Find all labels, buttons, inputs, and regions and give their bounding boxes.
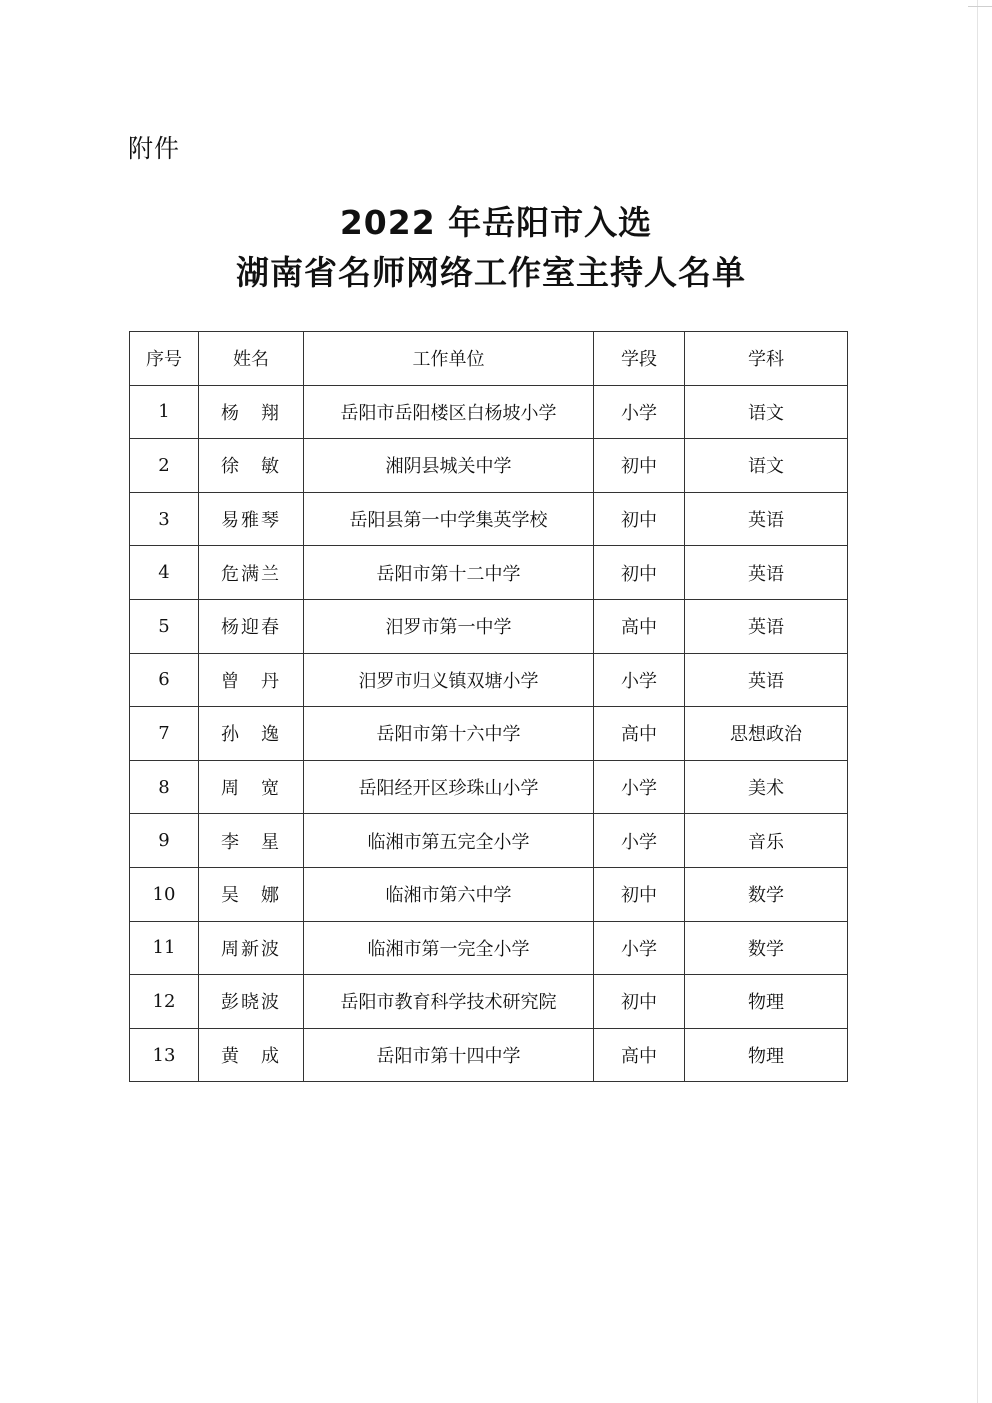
cell-school-stage: 高中 bbox=[594, 1028, 685, 1082]
cell-serial: 13 bbox=[130, 1028, 199, 1082]
cell-work-unit: 临湘市第六中学 bbox=[304, 867, 594, 921]
cell-subject: 语文 bbox=[685, 385, 848, 439]
cell-name: 危满兰 bbox=[199, 546, 304, 600]
cell-name: 杨 翔 bbox=[199, 385, 304, 439]
cell-name: 曾 丹 bbox=[199, 653, 304, 707]
cell-subject: 物理 bbox=[685, 1028, 848, 1082]
table-row bbox=[130, 599, 848, 653]
cell-work-unit: 岳阳市第十四中学 bbox=[304, 1028, 594, 1082]
header-work-unit: 工作单位 bbox=[304, 332, 594, 386]
table-row bbox=[130, 867, 848, 921]
cell-serial: 8 bbox=[130, 760, 199, 814]
cell-serial: 2 bbox=[130, 439, 199, 493]
cell-subject: 英语 bbox=[685, 492, 848, 546]
cell-name: 杨迎春 bbox=[199, 599, 304, 653]
cell-serial: 10 bbox=[130, 867, 199, 921]
cell-work-unit: 汨罗市归义镇双塘小学 bbox=[304, 653, 594, 707]
table-row bbox=[130, 814, 848, 868]
host-roster-table bbox=[129, 331, 848, 1082]
cell-work-unit: 岳阳市第十二中学 bbox=[304, 546, 594, 600]
cell-name: 徐 敏 bbox=[199, 439, 304, 493]
cell-serial: 7 bbox=[130, 707, 199, 761]
cell-subject: 英语 bbox=[685, 546, 848, 600]
cell-school-stage: 小学 bbox=[594, 921, 685, 975]
cell-name: 吴 娜 bbox=[199, 867, 304, 921]
header-school-stage: 学段 bbox=[594, 332, 685, 386]
cell-work-unit: 临湘市第五完全小学 bbox=[304, 814, 594, 868]
cell-subject: 物理 bbox=[685, 975, 848, 1029]
cell-school-stage: 小学 bbox=[594, 653, 685, 707]
cell-name: 周新波 bbox=[199, 921, 304, 975]
cell-school-stage: 小学 bbox=[594, 385, 685, 439]
cell-work-unit: 岳阳经开区珍珠山小学 bbox=[304, 760, 594, 814]
cell-school-stage: 初中 bbox=[594, 546, 685, 600]
cell-work-unit: 岳阳市岳阳楼区白杨坡小学 bbox=[304, 385, 594, 439]
cell-name: 周 宽 bbox=[199, 760, 304, 814]
cell-serial: 11 bbox=[130, 921, 199, 975]
table-row bbox=[130, 439, 848, 493]
document-title bbox=[0, 198, 992, 298]
scan-edge-mark bbox=[968, 6, 992, 7]
header-subject: 学科 bbox=[685, 332, 848, 386]
table-row bbox=[130, 1028, 848, 1082]
cell-work-unit: 临湘市第一完全小学 bbox=[304, 921, 594, 975]
cell-work-unit: 湘阴县城关中学 bbox=[304, 439, 594, 493]
cell-subject: 语文 bbox=[685, 439, 848, 493]
cell-serial: 3 bbox=[130, 492, 199, 546]
title-line-2: 湖南省名师网络工作室主持人名单 bbox=[236, 253, 746, 292]
cell-school-stage: 初中 bbox=[594, 867, 685, 921]
header-name: 姓名 bbox=[199, 332, 304, 386]
table-row bbox=[130, 707, 848, 761]
table-row bbox=[130, 975, 848, 1029]
table-row bbox=[130, 492, 848, 546]
cell-work-unit: 岳阳市教育科学技术研究院 bbox=[304, 975, 594, 1029]
cell-name: 彭晓波 bbox=[199, 975, 304, 1029]
cell-subject: 美术 bbox=[685, 760, 848, 814]
cell-school-stage: 初中 bbox=[594, 439, 685, 493]
cell-subject: 英语 bbox=[685, 653, 848, 707]
title-line-1: 2022 年岳阳市入选 bbox=[339, 203, 653, 242]
cell-serial: 9 bbox=[130, 814, 199, 868]
cell-name: 黄 成 bbox=[199, 1028, 304, 1082]
table-row bbox=[130, 385, 848, 439]
table-row bbox=[130, 546, 848, 600]
cell-serial: 4 bbox=[130, 546, 199, 600]
header-serial: 序号 bbox=[130, 332, 199, 386]
cell-name: 李 星 bbox=[199, 814, 304, 868]
attachment-label: 附件 bbox=[128, 134, 181, 163]
cell-school-stage: 高中 bbox=[594, 707, 685, 761]
cell-school-stage: 初中 bbox=[594, 975, 685, 1029]
cell-work-unit: 岳阳县第一中学集英学校 bbox=[304, 492, 594, 546]
table-header-row bbox=[130, 332, 848, 386]
cell-school-stage: 小学 bbox=[594, 814, 685, 868]
cell-school-stage: 初中 bbox=[594, 492, 685, 546]
table-row bbox=[130, 653, 848, 707]
cell-work-unit: 岳阳市第十六中学 bbox=[304, 707, 594, 761]
cell-serial: 1 bbox=[130, 385, 199, 439]
cell-serial: 5 bbox=[130, 599, 199, 653]
cell-subject: 思想政治 bbox=[685, 707, 848, 761]
cell-subject: 数学 bbox=[685, 921, 848, 975]
cell-work-unit: 汨罗市第一中学 bbox=[304, 599, 594, 653]
cell-subject: 数学 bbox=[685, 867, 848, 921]
cell-name: 孙 逸 bbox=[199, 707, 304, 761]
cell-school-stage: 高中 bbox=[594, 599, 685, 653]
cell-serial: 6 bbox=[130, 653, 199, 707]
table-body bbox=[130, 385, 848, 1082]
cell-subject: 英语 bbox=[685, 599, 848, 653]
cell-subject: 音乐 bbox=[685, 814, 848, 868]
table-row bbox=[130, 921, 848, 975]
cell-serial: 12 bbox=[130, 975, 199, 1029]
cell-name: 易雅琴 bbox=[199, 492, 304, 546]
cell-school-stage: 小学 bbox=[594, 760, 685, 814]
table-row bbox=[130, 760, 848, 814]
